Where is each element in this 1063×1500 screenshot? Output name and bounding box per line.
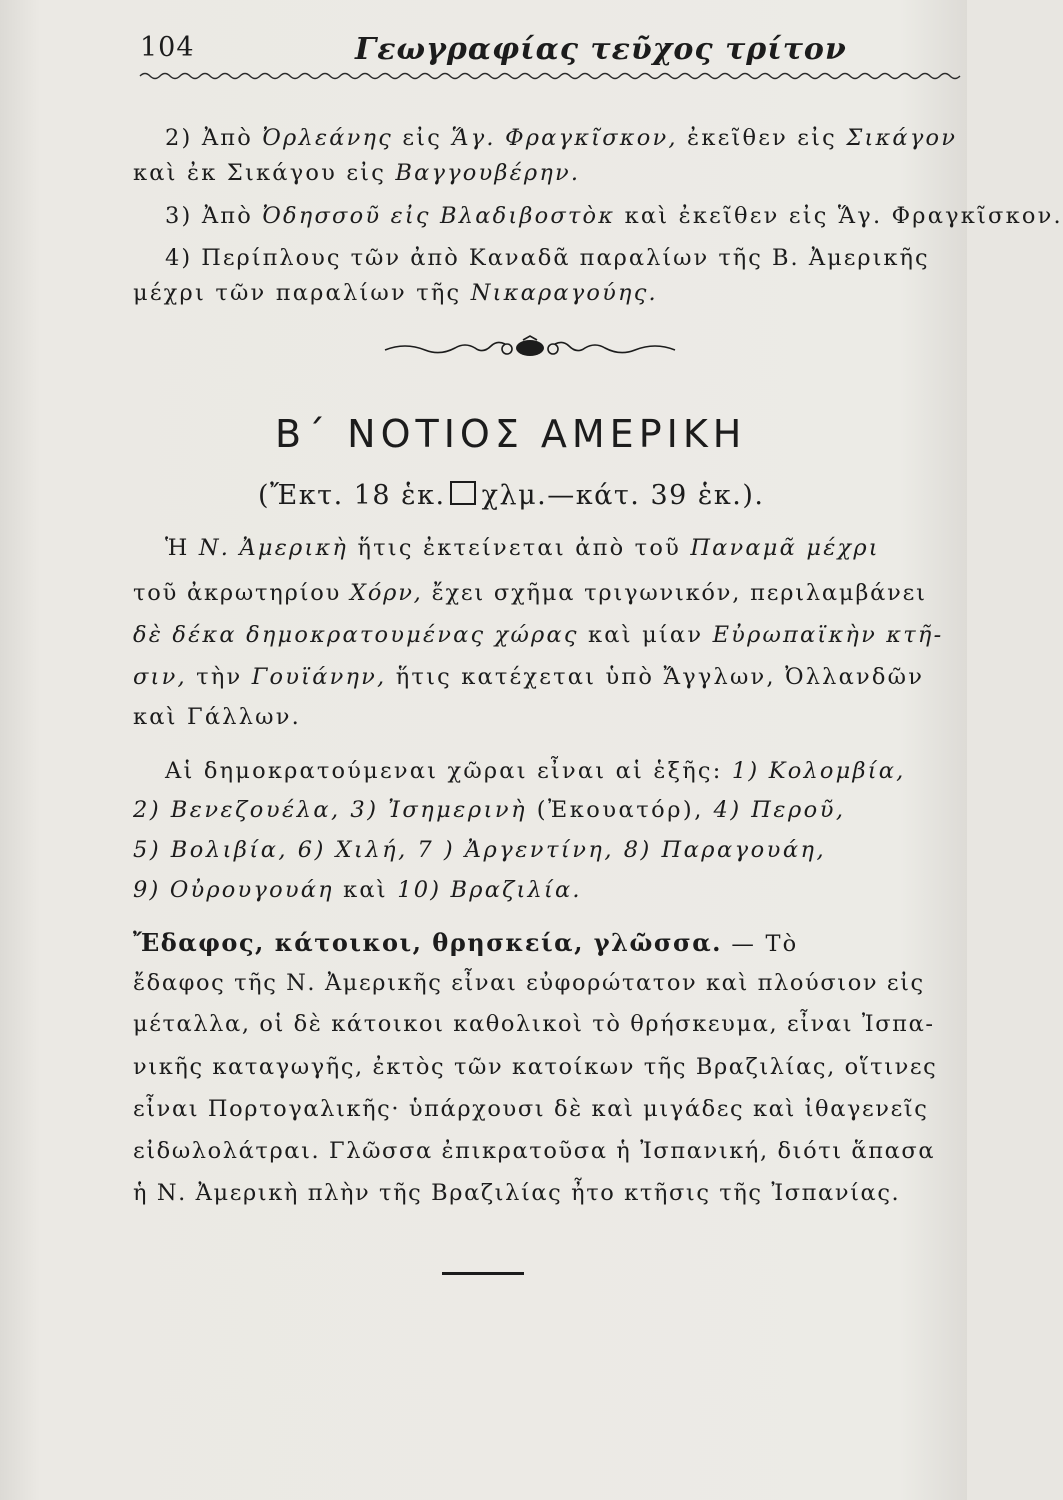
text-span: ἥτις ἐκτείνεται ἀπὸ τοῦ — [357, 535, 681, 561]
square-icon — [450, 481, 476, 505]
route-4-line-2 — [133, 280, 658, 306]
text-span: καὶ ἐκ Σικάγου εἰς — [133, 160, 387, 186]
country-item: 10) Βραζιλία. — [397, 877, 582, 903]
stats-prefix: (Ἔκτ. 18 ἑκ. — [258, 480, 446, 511]
text-span: τοῦ ἀκρωτηρίου — [133, 580, 342, 606]
country-item: 4) Περοῦ, — [713, 797, 846, 823]
para1-line-2 — [133, 580, 927, 606]
text-span: σιν, — [133, 664, 187, 690]
place-name: Βαγγουβέρην. — [395, 160, 581, 186]
emphasis: Εὐρωπαϊκὴν κτῆ- — [712, 622, 944, 648]
place-name: Χόρν, — [350, 580, 423, 606]
text-span: — Τὸ — [731, 931, 799, 957]
place-name: Σικάγον — [846, 125, 958, 151]
para3-line-5: εἶναι Πορτογαλικῆς· ὑπάρχουσι δὲ καὶ μιγάδες καὶ ἰθαγενεῖς — [133, 1096, 929, 1122]
para1-line-3 — [133, 622, 943, 648]
text-span: καὶ — [343, 877, 388, 903]
text-span: ἐκεῖθεν εἰς — [687, 125, 837, 151]
country-item: 5) Βολιβία, — [133, 837, 289, 863]
country-item: 6) Χιλή, — [297, 837, 408, 863]
route-2-line-2 — [133, 160, 580, 186]
text-span: Ἀπὸ — [201, 125, 254, 151]
country-item: 1) Κολομβία, — [731, 758, 906, 784]
para3-line-4: νικῆς καταγωγῆς, ἐκτὸς τῶν κατοίκων τῆς Βραζιλίας, οἵτινες — [133, 1054, 938, 1080]
page-number: 104 — [140, 32, 195, 63]
para3-line-2: ἔδαφος τῆς Ν. Ἀμερικῆς εἶναι εὐφορώτατον καὶ πλούσιον εἰς — [133, 970, 925, 996]
route-3-number: 3) — [165, 203, 193, 229]
route-4-number: 4) — [165, 245, 193, 271]
para1-line-4 — [133, 664, 924, 690]
text-span: ἥτις κατέχεται ὑπὸ Ἄγγλων, Ὀλλανδῶν — [395, 664, 925, 690]
section-heading: Β΄ ΝΟΤΙΟΣ ΑΜΕΡΙΚΗ — [275, 412, 747, 456]
para2-line-1 — [165, 758, 905, 784]
text-span: καὶ ἐκεῖθεν εἰς Ἅγ. Φραγκῖσκον. — [624, 203, 1063, 229]
place-name: Ἅγ. Φραγκῖσκον, — [451, 125, 678, 151]
route-3-line — [165, 203, 1063, 229]
text-span: Ἀπὸ — [201, 203, 254, 229]
route-2-line-1 — [165, 125, 957, 151]
text-span: μέχρι τῶν παραλίων τῆς — [133, 280, 462, 306]
place-name: Γουϊάνην, — [251, 664, 387, 690]
country-item: 3) Ἰσημερινὴ — [350, 797, 528, 823]
subsection-heading: Ἔδαφος, κάτοικοι, θρησκεία, γλῶσσα. — [133, 928, 723, 957]
text-span: Περίπλους τῶν ἀπὸ Καναδᾶ παραλίων τῆς Β. Ἀμερικῆς — [201, 245, 930, 271]
country-item: 7 ) Ἀργεντίνη, — [417, 837, 615, 863]
emphasis: δημοκρατουμένας χώρας — [246, 622, 579, 648]
para3-line-7: ἡ Ν. Ἀμερικὴ πλὴν τῆς Βραζιλίας ἦτο κτῆσις τῆς Ἰσπανίας. — [133, 1180, 901, 1206]
text-span: Ἡ — [165, 535, 190, 561]
para3-line-3: μέταλλα, οἱ δὲ κάτοικοι καθολικοὶ τὸ θρήσκευμα, εἶναι Ἰσπα- — [133, 1011, 935, 1037]
text-span: δὲ δέκα — [133, 622, 237, 648]
stats-suffix: χλμ.—κάτ. 39 ἑκ.). — [481, 480, 765, 511]
page-header — [140, 32, 920, 72]
place-name: Νικαραγούης. — [470, 280, 658, 306]
para1-line-1 — [165, 535, 880, 561]
end-rule — [442, 1272, 524, 1275]
place-name: Ὀδησσοῦ εἰς Βλαδιβοστὸκ — [262, 203, 616, 229]
header-wavy-rule — [140, 70, 920, 82]
text-span: τὴν — [196, 664, 243, 690]
section-stats — [258, 480, 764, 511]
route-4-line-1 — [165, 245, 930, 271]
para2-line-4 — [133, 877, 582, 903]
running-title: Γεωγραφίας τεῦχος τρίτον — [355, 32, 847, 67]
text-span: καὶ μίαν — [588, 622, 704, 648]
text-span: μέχρι — [806, 535, 880, 561]
para3-line-1 — [133, 928, 798, 957]
place-name: Ὀρλεάνης — [262, 125, 393, 151]
route-2-number: 2) — [165, 125, 193, 151]
text-span: (Ἐκουατόρ), — [536, 797, 704, 823]
para1-line-5 — [133, 704, 301, 730]
place-name: Παναμᾶ — [690, 535, 798, 561]
para2-line-2 — [133, 797, 846, 823]
text-span: Αἱ δημοκρατούμεναι χῶραι εἶναι αἱ ἑξῆς: — [165, 758, 723, 784]
country-item: 9) Οὐρουγουάη — [133, 877, 334, 903]
place-name: Ν. Ἀμερικὴ — [198, 535, 349, 561]
ornament-divider-icon — [385, 336, 675, 362]
text-span: ἔχει σχῆμα τριγωνικόν, περιλαμβάνει — [431, 580, 927, 606]
para3-line-6: εἰδωλολάτραι. Γλῶσσα ἐπικρατοῦσα ἡ Ἰσπανική, διότι ἅπασα — [133, 1138, 936, 1164]
country-item: 2) Βενεζουέλα, — [133, 797, 341, 823]
para2-line-3 — [133, 837, 826, 863]
country-item: 8) Παραγουάη, — [623, 837, 827, 863]
text-span: καὶ Γάλλων. — [133, 704, 301, 730]
text-span: εἰς — [402, 125, 443, 151]
